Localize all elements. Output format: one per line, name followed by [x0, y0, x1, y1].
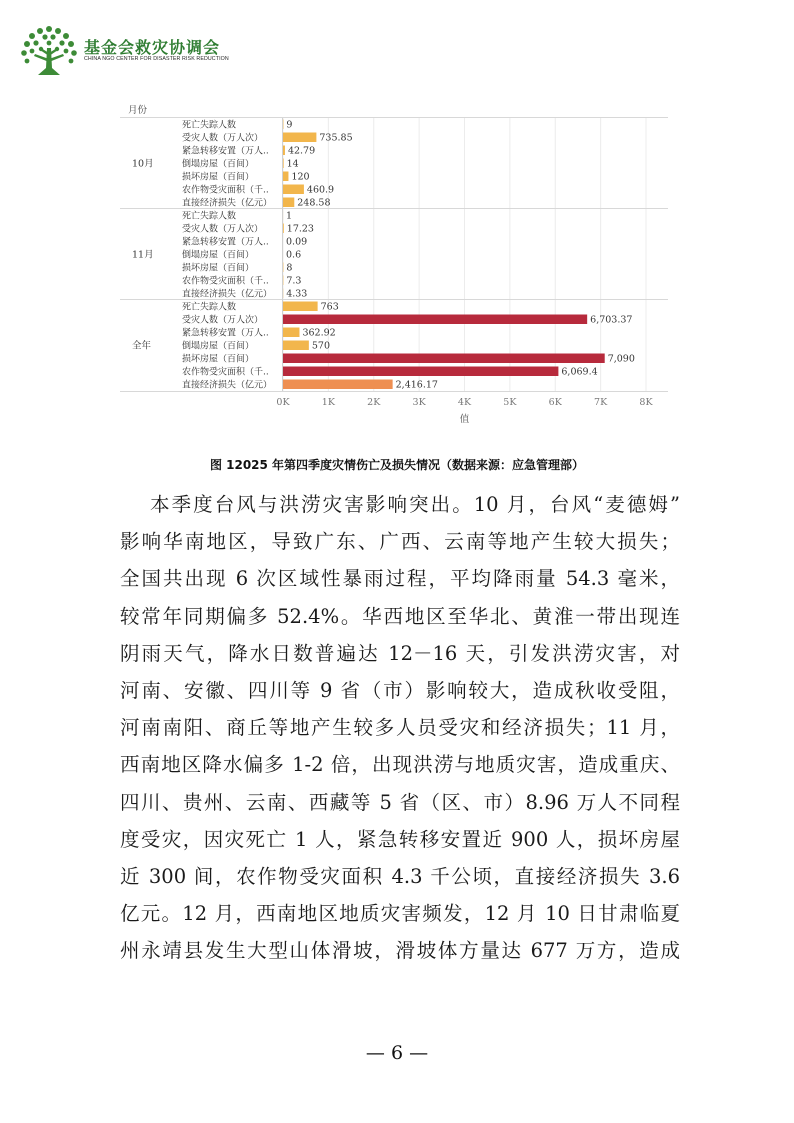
data-label: 2,416.17 [395, 379, 438, 391]
x-axis-title: 值 [459, 414, 470, 425]
data-label: 7.3 [286, 275, 302, 287]
category-label: 农作物受灾面积（千.. [182, 367, 269, 378]
category-label: 直接经济损失（亿元） [182, 198, 273, 209]
data-label: 17.23 [286, 223, 314, 235]
bar [283, 172, 288, 182]
disaster-loss-chart [120, 100, 668, 435]
category-label: 紧急转移安置（万人.. [182, 328, 269, 339]
body-line: 阴雨天气，降水日数普遍达 12－16 天，引发洪涝灾害，对 [120, 641, 680, 665]
data-label: 7,090 [607, 353, 635, 365]
body-line: 河南南阳、商丘等地产生较多人员受灾和经济损失；11 月， [120, 716, 680, 740]
category-label: 农作物受灾面积（千.. [182, 276, 269, 287]
x-tick-label: 3K [412, 397, 426, 408]
x-tick-label: 2K [367, 397, 381, 408]
page-number: — 6 — [365, 1042, 429, 1064]
data-label: 735.85 [319, 132, 353, 144]
data-label: 42.79 [287, 145, 316, 157]
group-label: 11月 [132, 249, 154, 261]
category-label: 直接经济损失（亿元） [182, 289, 273, 300]
category-label: 受灾人数（万人次） [182, 133, 264, 144]
category-label: 损坏房屋（百间） [182, 354, 255, 365]
body-line: 近 300 间，农作物受灾面积 4.3 千公顷，直接经济损失 3.6 [120, 864, 680, 888]
category-label: 直接经济损失（亿元） [182, 380, 273, 391]
data-label: 570 [311, 340, 331, 352]
data-label: 6,703.37 [590, 314, 633, 326]
data-label: 9 [286, 119, 293, 131]
x-tick-label: 8K [639, 397, 653, 408]
body-line: 全国共出现 6 次区域性暴雨过程，平均降雨量 54.3 毫米， [120, 567, 680, 591]
tree-logo-icon [18, 22, 80, 80]
bar [283, 159, 284, 169]
data-label: 1 [286, 210, 293, 222]
body-line: 四川、贵州、云南、西藏等 5 省（区、市）8.96 万人不同程 [120, 790, 680, 814]
body-line: 河南、安徽、四川等 9 省（市）影响较大，造成秋收受阻， [120, 678, 680, 702]
x-tick-label: 5K [503, 397, 517, 408]
figure-caption: 图 12025 年第四季度灾情伤亡及损失情况（数据来源：应急管理部） [209, 458, 585, 472]
x-tick-label: 0K [276, 397, 290, 408]
bar [283, 341, 309, 351]
category-label: 倒塌房屋（百间） [182, 159, 255, 170]
group-label: 10月 [132, 158, 154, 170]
bar [283, 133, 316, 143]
x-tick-label: 1K [321, 397, 335, 408]
org-name-cn: 基金会救灾协调会 [84, 38, 221, 57]
category-label: 倒塌房屋（百间） [182, 341, 255, 352]
data-label: 763 [320, 301, 339, 313]
body-line: 度受灾，因灾死亡 1 人，紧急转移安置近 900 人，损坏房屋 [120, 827, 680, 851]
body-paragraph [120, 486, 680, 969]
category-label: 损坏房屋（百间） [182, 172, 255, 183]
data-label: 362.92 [302, 327, 336, 339]
data-label: 460.9 [306, 184, 335, 196]
category-label: 倒塌房屋（百间） [182, 250, 255, 261]
body-line: 本季度台风与洪涝灾害影响突出。10 月，台风“麦德姆” [150, 493, 680, 516]
bar [283, 380, 393, 390]
body-line: 亿元。12 月，西南地区地质灾害频发，12 月 10 日甘肃临夏 [120, 902, 680, 926]
x-tick-label: 7K [594, 397, 608, 408]
group-label: 全年 [132, 340, 152, 352]
x-tick-label: 6K [548, 397, 562, 408]
body-line: 影响华南地区，导致广东、广西、云南等地产生较大损失； [120, 530, 680, 554]
data-label: 0.09 [286, 236, 308, 248]
data-label: 120 [291, 171, 310, 183]
bar [283, 367, 558, 377]
category-label: 受灾人数（万人次） [182, 224, 264, 235]
data-label: 248.58 [297, 197, 331, 209]
body-line: 州永靖县发生大型山体滑坡，滑坡体方量达 677 万方，造成 [120, 939, 680, 963]
bar [283, 185, 304, 195]
x-tick-label: 4K [457, 397, 472, 408]
bar [283, 198, 294, 208]
data-label: 0.6 [286, 249, 302, 261]
body-line: 较常年同期偏多 52.4%。华西地区至华北、黄淮一带出现连 [120, 604, 680, 628]
body-line: 西南地区降水偏多 1-2 倍，出现洪涝与地质灾害，造成重庆、 [120, 753, 680, 777]
data-label: 14 [286, 158, 299, 170]
data-label: 8 [286, 262, 293, 274]
bar [283, 302, 318, 312]
bar [283, 354, 605, 364]
bar [283, 224, 284, 234]
category-label: 紧急转移安置（万人.. [182, 146, 269, 157]
category-label: 死亡失踪人数 [182, 302, 237, 313]
data-label: 4.33 [286, 288, 308, 300]
category-label: 紧急转移安置（万人.. [182, 237, 269, 248]
category-label: 受灾人数（万人次） [182, 315, 264, 326]
category-label: 农作物受灾面积（千.. [182, 185, 269, 196]
org-name-en: CHINA NGO CENTER FOR DISASTER RISK REDUCTION [84, 56, 229, 62]
category-label: 死亡失踪人数 [182, 120, 237, 131]
bar [283, 328, 299, 338]
category-label: 损坏房屋（百间） [182, 263, 255, 274]
bar [283, 315, 587, 325]
row-header: 月份 [128, 105, 148, 116]
bar [283, 146, 285, 156]
category-label: 死亡失踪人数 [182, 211, 237, 222]
data-label: 6,069.4 [561, 366, 598, 378]
